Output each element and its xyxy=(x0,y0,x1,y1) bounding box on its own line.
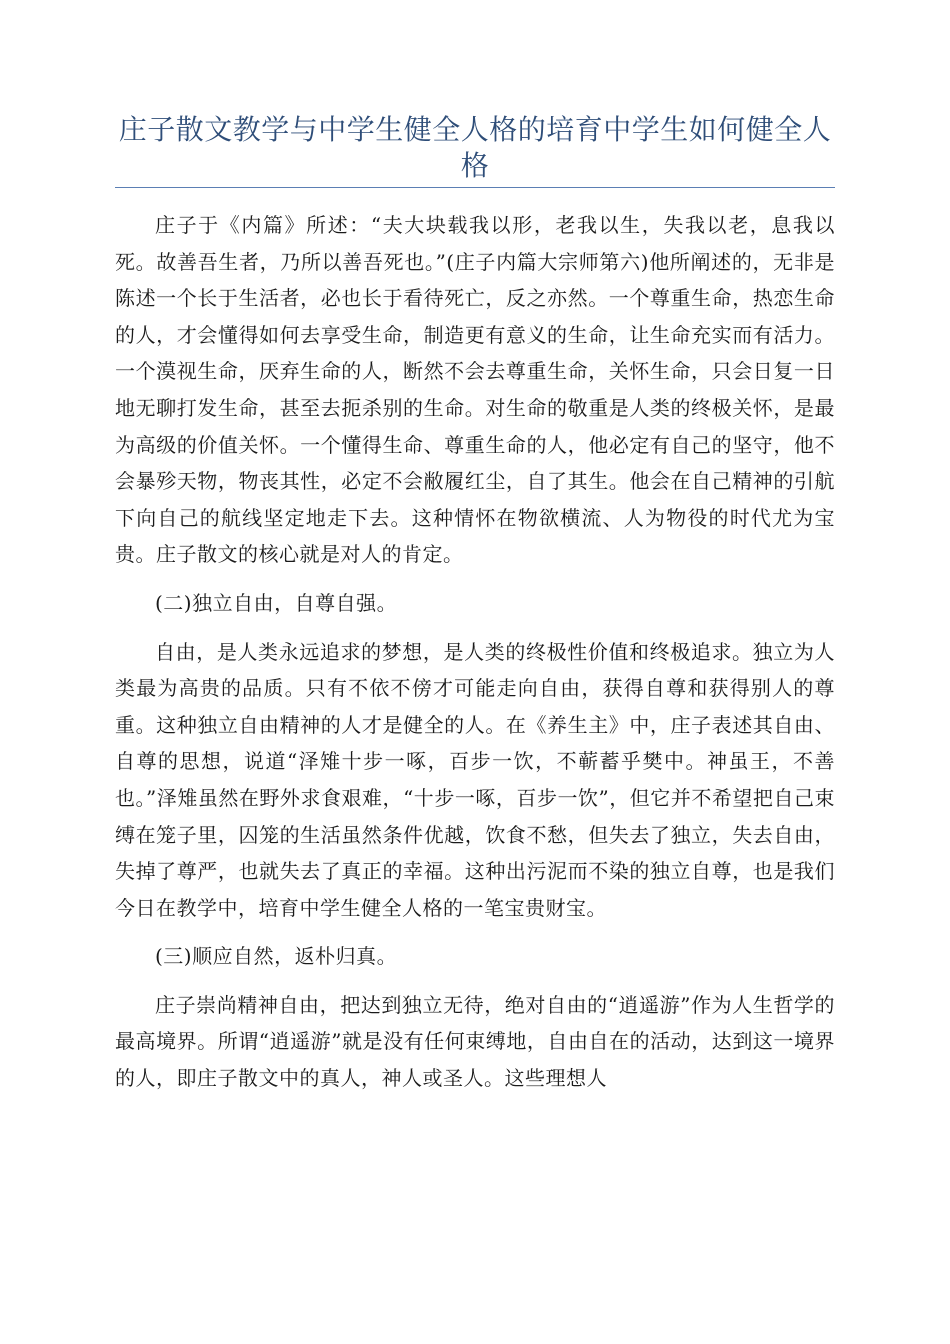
paragraph-2: 自由，是人类永远追求的梦想，是人类的终极性价值和终极追求。独立为人类最为高贵的品质。只有不依不傍才可能走向自由，获得自尊和获得别人的尊重。这种独立自由精神的人才是健全的人。在《养生主》中，庄子表述其自由、自尊的思想，说道“泽雉十步一啄，百步一饮，不蕲蓄乎樊中。神虽王，不善也。”泽雉虽然在野外求食艰难，“十步一啄，百步一饮”，但它并不希望把自己束缚在笼子里，囚笼的生活虽然条件优越，饮食不愁，但失去了独立，失去自由，失掉了尊严，也就失去了真正的幸福。这种出污泥而不染的独立自尊，也是我们今日在教学中，培育中学生健全人格的一笔宝贵财宝。 xyxy=(115,639,835,920)
paragraph-3: 庄子崇尚精神自由，把达到独立无待，绝对自由的“逍遥游”作为人生哲学的最高境界。所谓“逍遥游”就是没有任何束缚地，自由自在的活动，达到这一境界的人，即庄子散文中的真人，神人或圣人。这些理想人 xyxy=(115,992,835,1091)
page-title: 庄子散文教学与中学生健全人格的培育中学生如何健全人格 xyxy=(118,113,832,182)
title-block xyxy=(115,112,835,184)
paragraph-1: 庄子于《内篇》所述：“夫大块载我以形，老我以生，失我以老，息我以死。故善吾生者，乃所以善吾死也。”(庄子内篇大宗师第六)他所阐述的，无非是陈述一个长于生活者，必也长于看待死亡，反之亦然。一个尊重生命，热恋生命的人，才会懂得如何去享受生命，制造更有意义的生命，让生命充实而有活力。一个漠视生命，厌弃生命的人，断然不会去尊重生命，关怀生命，只会日复一日地无聊打发生命，甚至去扼杀别的生命。对生命的敬重是人类的终极关怀，是最为高级的价值关怀。一个懂得生命、尊重生命的人，他必定有自己的坚守，他不会暴殄天物，物丧其性，必定不会敝履红尘，自了其生。他会在自己精神的引航下向自己的航线坚定地走下去。这种情怀在物欲横流、人为物役的时代尤为宝贵。庄子散文的核心就是对人的肯定。 xyxy=(115,213,835,567)
title-underline xyxy=(115,187,835,188)
document-body xyxy=(115,207,835,1109)
section-heading-2: (二)独立自由，自尊自强。 xyxy=(155,590,398,615)
section-heading-3: (三)顺应自然，返朴归真。 xyxy=(155,944,398,969)
